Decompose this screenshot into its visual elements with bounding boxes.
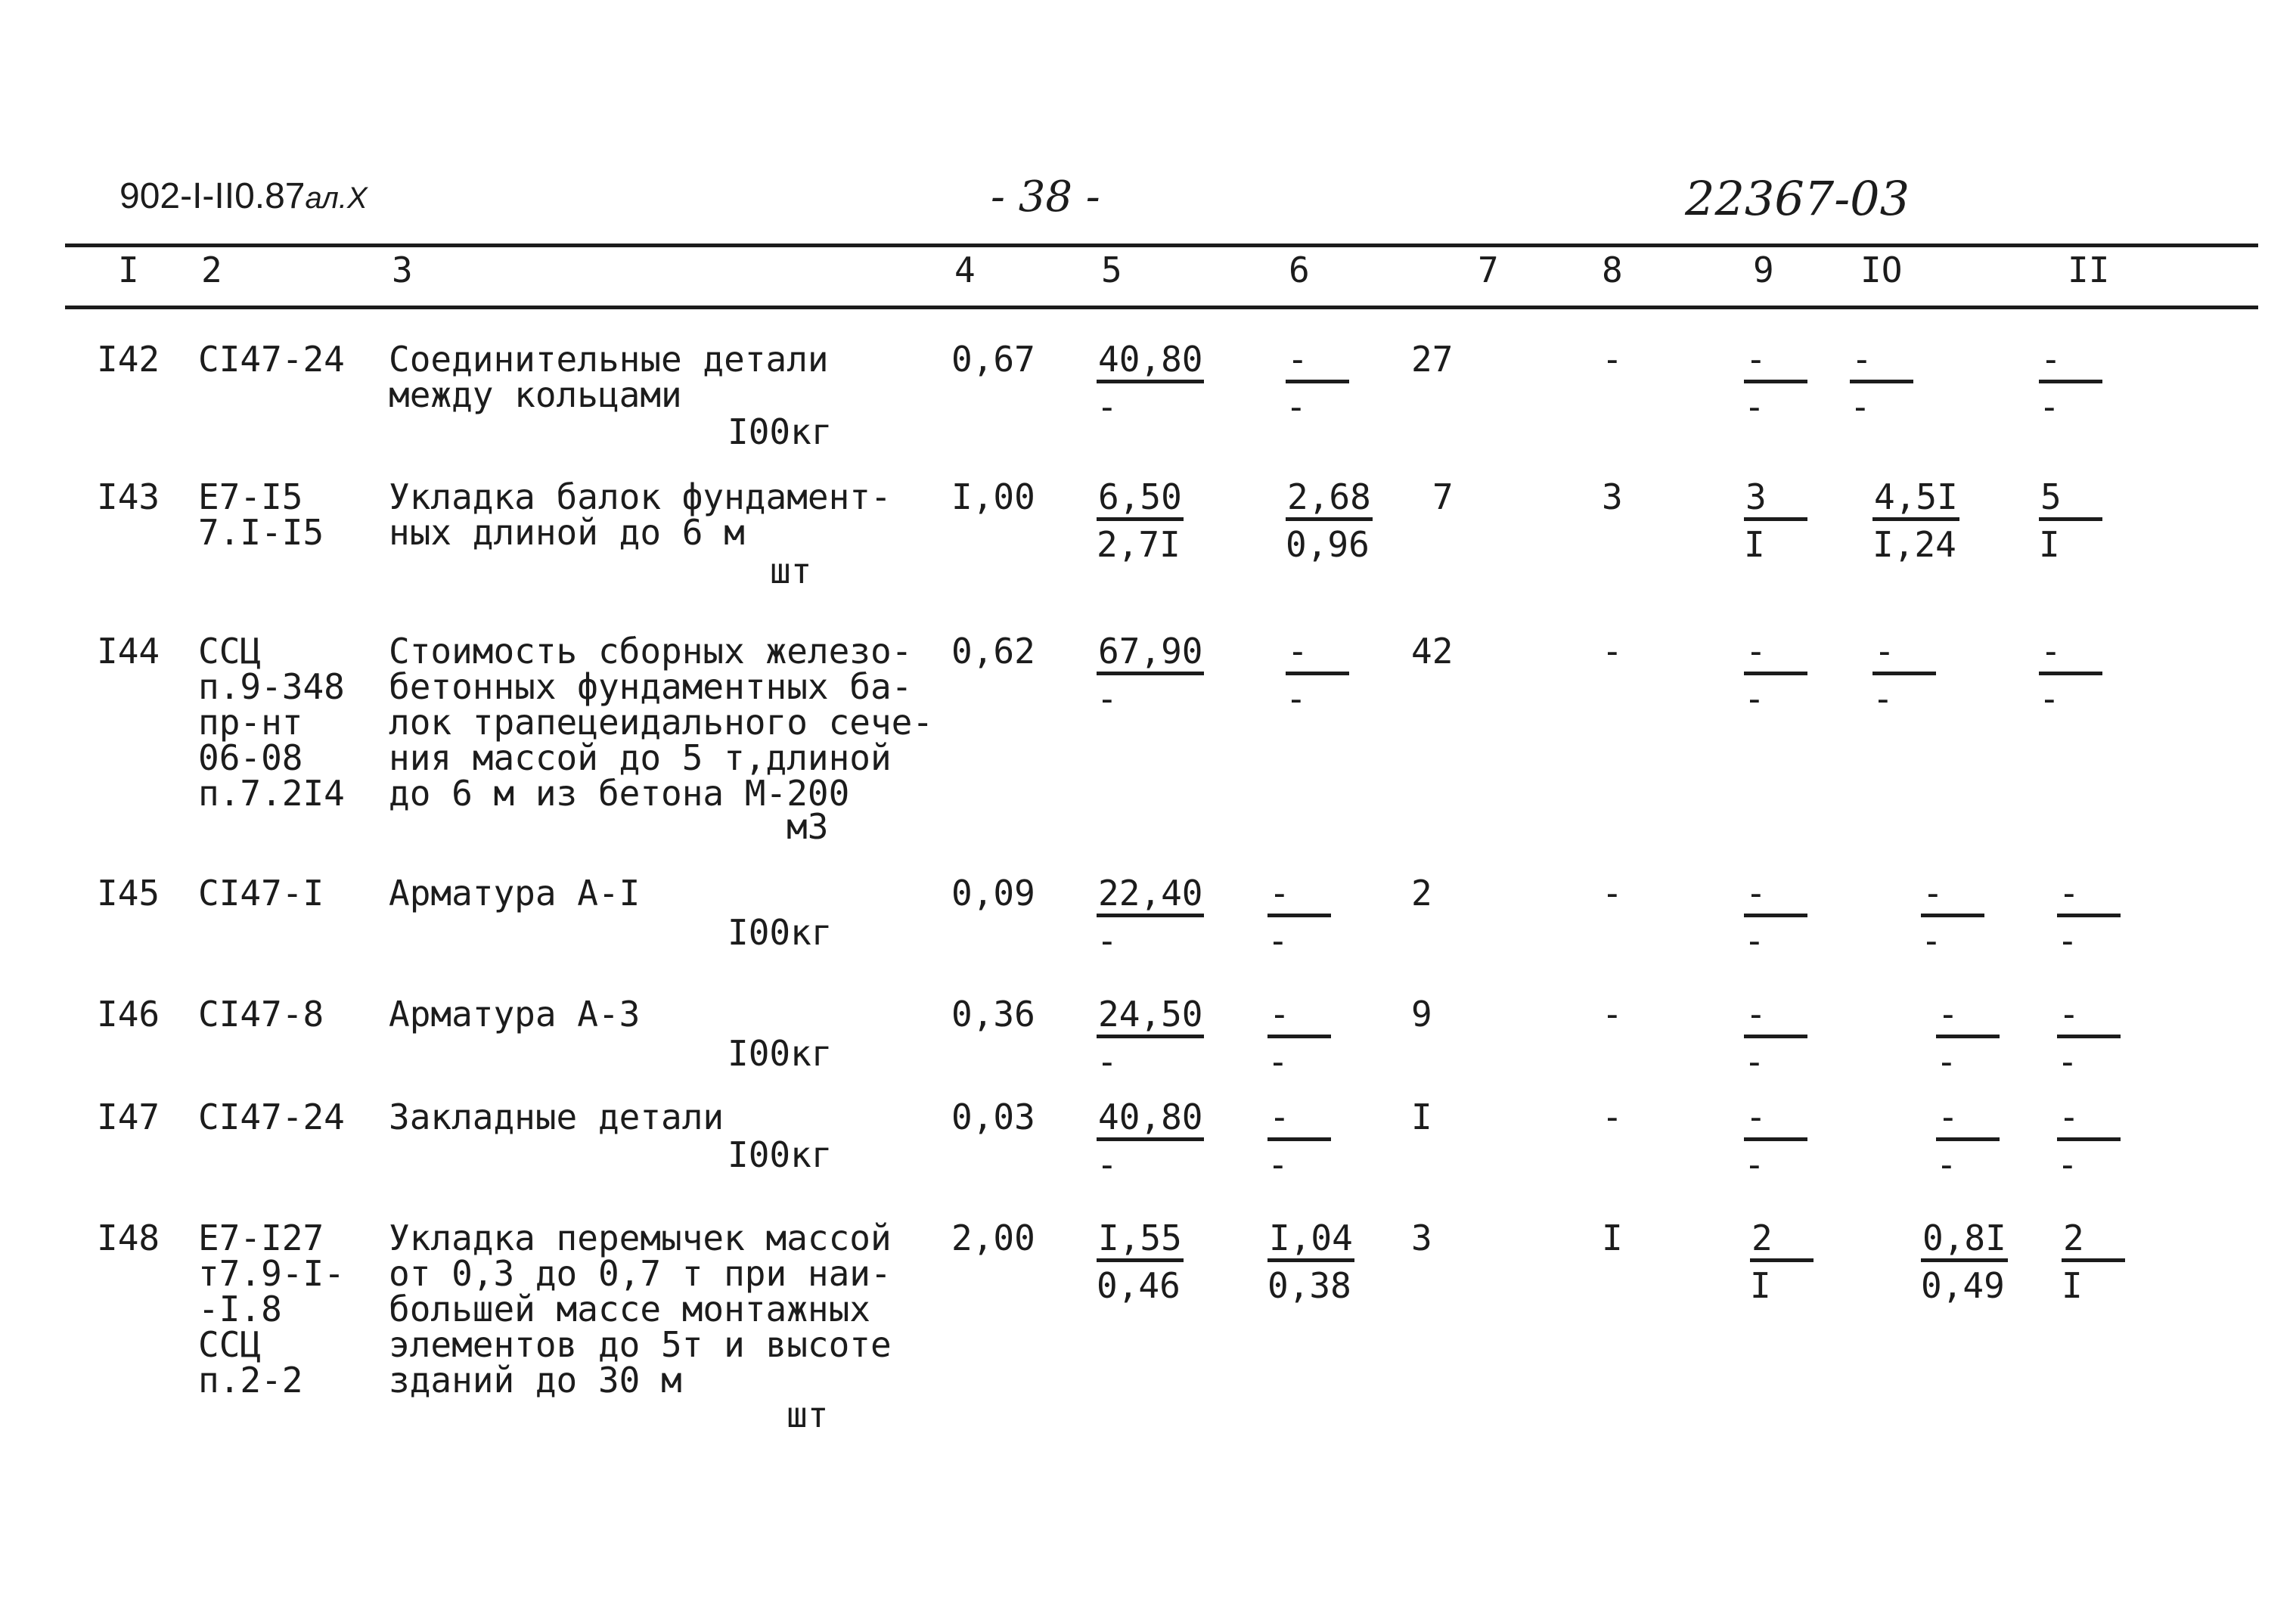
col8-value: - — [1602, 994, 1623, 1035]
col5-numerator: 40,80 — [1097, 1100, 1204, 1141]
col9-numerator: - — [1744, 876, 1807, 917]
quantity: 0,62 — [951, 631, 1035, 672]
document-code-suffix: ал.X — [305, 181, 368, 215]
rate-code: E7-I5 7.I-I5 — [198, 476, 324, 553]
col9-fraction — [1744, 339, 1807, 427]
col5-denominator: 2,7I — [1097, 524, 1181, 565]
col10-numerator: - — [1850, 342, 1913, 383]
col9-fraction — [1744, 476, 1807, 565]
col11-numerator: 5 — [2039, 479, 2102, 521]
column-number-8: 8 — [1602, 250, 1623, 290]
col6-fraction — [1267, 1097, 1331, 1185]
col6-denominator: 0,96 — [1286, 524, 1370, 565]
col10-denominator: - — [1850, 386, 1871, 427]
col5-numerator: 67,90 — [1097, 634, 1204, 675]
col8-value: - — [1602, 339, 1623, 380]
work-description: Укладка перемычек массой от 0,3 до 0,7 т при наи- большей массе монтажных элементов до 5т и высоте зданий до 30 м — [389, 1218, 892, 1401]
col5-numerator: 6,50 — [1097, 479, 1184, 521]
col10-numerator: - — [1872, 634, 1936, 675]
col9-denominator: - — [1744, 386, 1765, 427]
col8-value: - — [1602, 873, 1623, 914]
col5-denominator: - — [1097, 678, 1118, 719]
col6-numerator: - — [1267, 997, 1331, 1038]
col5-denominator: 0,46 — [1097, 1265, 1181, 1306]
unit-of-measure: шт — [787, 1394, 829, 1435]
col5-fraction — [1097, 873, 1204, 961]
col5-fraction — [1097, 1218, 1184, 1306]
col11-fraction — [2039, 476, 2102, 565]
col6-fraction — [1286, 476, 1373, 565]
col11-denominator: - — [2039, 678, 2060, 719]
col9-fraction — [1744, 873, 1807, 961]
unit-of-measure: I00кг — [728, 912, 833, 953]
col9-numerator: 3 — [1744, 479, 1807, 521]
unit-of-measure: I00кг — [728, 411, 833, 452]
header-bottom-rule — [65, 306, 2258, 309]
quantity: 0,03 — [951, 1097, 1035, 1137]
col11-fraction — [2057, 994, 2121, 1082]
col10-denominator: 0,49 — [1921, 1265, 2005, 1306]
row-number: I42 — [97, 339, 160, 380]
rate-code: CI47-8 — [198, 994, 324, 1035]
col10-fraction — [1921, 873, 1984, 961]
col10-fraction — [1921, 1218, 2008, 1306]
row-number: I47 — [97, 1097, 160, 1137]
col6-fraction — [1267, 1218, 1354, 1306]
col10-numerator: - — [1921, 876, 1984, 917]
col9-denominator: - — [1744, 1144, 1765, 1185]
col11-numerator: - — [2057, 1100, 2121, 1141]
col6-denominator: 0,38 — [1267, 1265, 1351, 1306]
quantity: 2,00 — [951, 1218, 1035, 1258]
col11-fraction — [2039, 339, 2102, 427]
col10-numerator: 4,5I — [1872, 479, 1959, 521]
column-number-11: II — [2068, 250, 2110, 290]
col11-denominator: I — [2039, 524, 2060, 565]
col6-fraction — [1286, 339, 1349, 427]
col7-value: 9 — [1411, 994, 1432, 1035]
col6-denominator: - — [1267, 1041, 1289, 1082]
rate-code: E7-I27 т7.9-I- -I.8 ССЦ п.2-2 — [198, 1218, 345, 1401]
col6-denominator: - — [1267, 1144, 1289, 1185]
col5-fraction — [1097, 476, 1184, 565]
work-description: Стоимость сборных железо- бетонных фундаментных ба- лок трапецеидального сече- ния массой до 5 т,длиной до 6 м из бетона М-200 — [389, 631, 934, 814]
quantity: 0,09 — [951, 873, 1035, 914]
col10-numerator: - — [1936, 1100, 2000, 1141]
column-number-3: 3 — [392, 250, 413, 290]
col7-value: 2 — [1411, 873, 1432, 914]
col6-numerator: - — [1267, 1100, 1331, 1141]
col5-numerator: 22,40 — [1097, 876, 1204, 917]
work-description: Укладка балок фундамент- ных длиной до 6 м — [389, 476, 892, 553]
col9-denominator: - — [1744, 1041, 1765, 1082]
col7-value: 27 — [1411, 339, 1454, 380]
document-code-main: 902-I-II0.87 — [119, 176, 306, 216]
col11-denominator: - — [2039, 386, 2060, 427]
quantity: 0,67 — [951, 339, 1035, 380]
col9-denominator: - — [1744, 920, 1765, 961]
unit-of-measure: шт — [770, 551, 812, 591]
col9-numerator: - — [1744, 342, 1807, 383]
col10-fraction — [1936, 994, 2000, 1082]
col10-fraction — [1850, 339, 1913, 427]
col10-denominator: - — [1872, 678, 1894, 719]
column-number-10: IO — [1860, 250, 1903, 290]
col9-fraction — [1744, 994, 1807, 1082]
col7-value: 3 — [1411, 1218, 1432, 1258]
col5-numerator: 24,50 — [1097, 997, 1204, 1038]
col6-denominator: - — [1286, 386, 1307, 427]
column-number-4: 4 — [954, 250, 976, 290]
quantity: 0,36 — [951, 994, 1035, 1035]
col11-numerator: - — [2057, 997, 2121, 1038]
col5-fraction — [1097, 1097, 1204, 1185]
column-number-7: 7 — [1478, 250, 1499, 290]
col11-denominator: - — [2057, 1144, 2078, 1185]
unit-of-measure: I00кг — [728, 1033, 833, 1074]
column-number-2: 2 — [201, 250, 222, 290]
col11-fraction — [2062, 1218, 2125, 1306]
row-number: I45 — [97, 873, 160, 914]
col5-fraction — [1097, 631, 1204, 719]
document-code — [119, 175, 368, 217]
col11-numerator: - — [2039, 634, 2102, 675]
row-number: I46 — [97, 994, 160, 1035]
col11-denominator: - — [2057, 920, 2078, 961]
col5-denominator: - — [1097, 920, 1118, 961]
col11-fraction — [2039, 631, 2102, 719]
rate-code: CI47-24 — [198, 1097, 345, 1137]
col10-fraction — [1936, 1097, 2000, 1185]
column-number-9: 9 — [1753, 250, 1774, 290]
unit-of-measure: I00кг — [728, 1134, 833, 1175]
col9-numerator: 2 — [1750, 1221, 1814, 1262]
col10-numerator: - — [1936, 997, 2000, 1038]
col11-fraction — [2057, 1097, 2121, 1185]
col6-numerator: - — [1286, 634, 1349, 675]
col6-numerator: 2,68 — [1286, 479, 1373, 521]
column-number-6: 6 — [1289, 250, 1310, 290]
col11-numerator: 2 — [2062, 1221, 2125, 1262]
col9-numerator: - — [1744, 1100, 1807, 1141]
col11-denominator: - — [2057, 1041, 2078, 1082]
col5-denominator: - — [1097, 1144, 1118, 1185]
col6-fraction — [1286, 631, 1349, 719]
col8-value: I — [1602, 1218, 1623, 1258]
col6-fraction — [1267, 873, 1331, 961]
col11-numerator: - — [2057, 876, 2121, 917]
row-number: I43 — [97, 476, 160, 517]
col10-numerator: 0,8I — [1921, 1221, 2008, 1262]
col8-value: - — [1602, 1097, 1623, 1137]
col7-value: I — [1411, 1097, 1432, 1137]
rate-code: ССЦ п.9-348 пр-нт 06-08 п.7.2I4 — [198, 631, 345, 814]
col11-fraction — [2057, 873, 2121, 961]
col10-denominator: - — [1936, 1144, 1957, 1185]
col11-numerator: - — [2039, 342, 2102, 383]
work-description: Соединительные детали между кольцами — [389, 339, 829, 415]
col5-denominator: - — [1097, 386, 1118, 427]
unit-of-measure: м3 — [787, 806, 829, 847]
col9-fraction — [1750, 1218, 1814, 1306]
order-number: 22367-03 — [1685, 171, 1910, 226]
col9-denominator: I — [1750, 1265, 1771, 1306]
col6-fraction — [1267, 994, 1331, 1082]
col9-fraction — [1744, 1097, 1807, 1185]
col7-value: 42 — [1411, 631, 1454, 672]
col10-fraction — [1872, 631, 1936, 719]
col9-numerator: - — [1744, 997, 1807, 1038]
row-number: I48 — [97, 1218, 160, 1258]
col10-denominator: I,24 — [1872, 524, 1956, 565]
rate-code: CI47-I — [198, 873, 324, 914]
column-number-1: I — [118, 250, 139, 290]
column-number-5: 5 — [1101, 250, 1122, 290]
col6-numerator: - — [1267, 876, 1331, 917]
col6-numerator: I,04 — [1267, 1221, 1354, 1262]
col5-fraction — [1097, 994, 1204, 1082]
col9-denominator: I — [1744, 524, 1765, 565]
col10-fraction — [1872, 476, 1959, 565]
col9-denominator: - — [1744, 678, 1765, 719]
row-number: I44 — [97, 631, 160, 672]
work-description: Арматура А-I — [389, 873, 641, 914]
col5-denominator: - — [1097, 1041, 1118, 1082]
col10-denominator: - — [1936, 1041, 1957, 1082]
col6-denominator: - — [1286, 678, 1307, 719]
header-top-rule — [65, 244, 2258, 247]
page-number: - 38 - — [991, 172, 1100, 222]
col7-value: 7 — [1432, 476, 1454, 517]
col8-value: 3 — [1602, 476, 1623, 517]
col6-denominator: - — [1267, 920, 1289, 961]
col5-fraction — [1097, 339, 1204, 427]
col10-denominator: - — [1921, 920, 1942, 961]
rate-code: CI47-24 — [198, 339, 345, 380]
col8-value: - — [1602, 631, 1623, 672]
quantity: I,00 — [951, 476, 1035, 517]
work-description: Арматура А-3 — [389, 994, 641, 1035]
col5-numerator: 40,80 — [1097, 342, 1204, 383]
col9-fraction — [1744, 631, 1807, 719]
col9-numerator: - — [1744, 634, 1807, 675]
col6-numerator: - — [1286, 342, 1349, 383]
col5-numerator: I,55 — [1097, 1221, 1184, 1262]
col11-denominator: I — [2062, 1265, 2083, 1306]
work-description: Закладные детали — [389, 1097, 724, 1137]
